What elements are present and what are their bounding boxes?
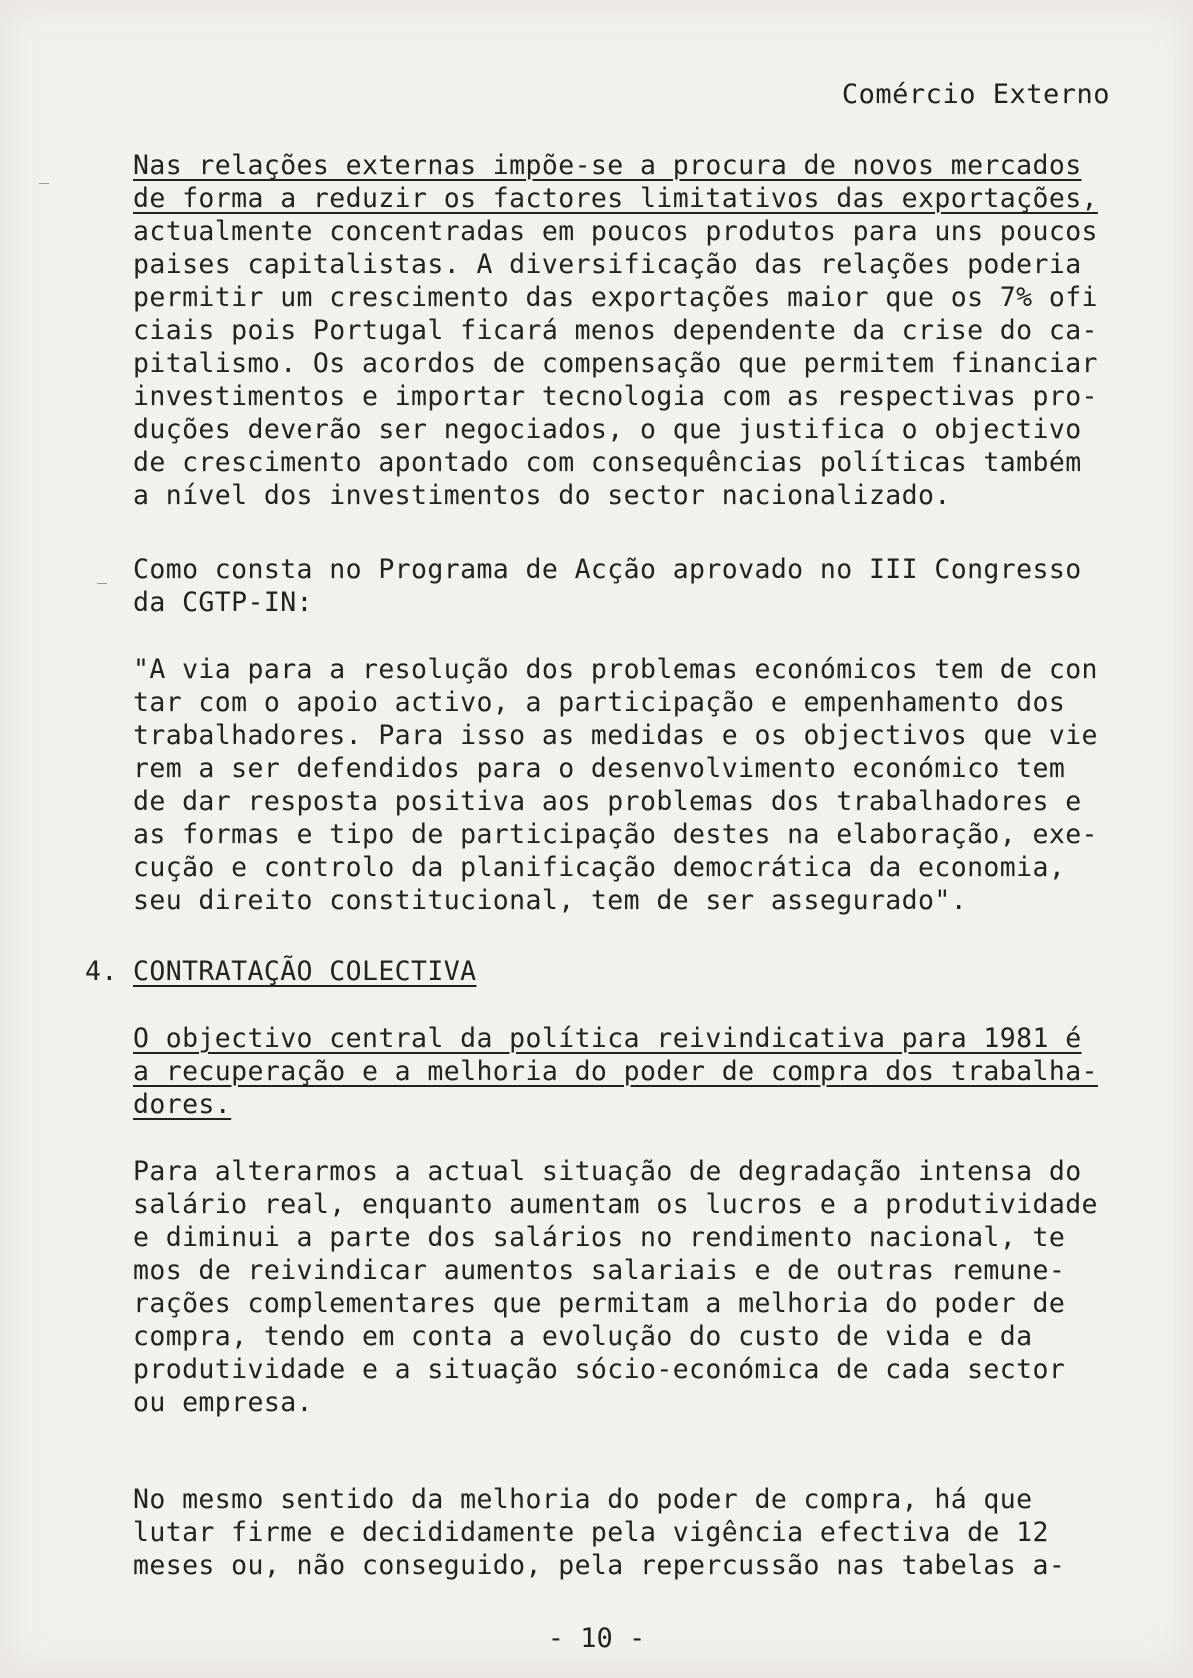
text-line: da CGTP-IN: [133,587,313,618]
text-line: cução e controlo da planificação democrática da economia, [133,852,1066,883]
text-line: a nível dos investimentos do sector nacionalizado. [133,480,951,511]
text-line: produtividade e a situação sócio-económica de cada sector [133,1354,1066,1385]
text-line: Como consta no Programa de Acção aprovado no III Congresso [133,554,1082,585]
scan-mark [39,183,49,184]
text-line: a recuperação e a melhoria do poder de compra dos trabalha- [133,1056,1098,1087]
text-line: duções deverão ser negociados, o que justifica o objectivo [133,414,1082,445]
text-line: ou empresa. [133,1387,313,1418]
scan-mark [97,583,107,584]
text-line: ciais pois Portugal ficará menos dependente da crise do ca- [133,315,1098,346]
text-line: No mesmo sentido da melhoria do poder de compra, há que [133,1484,1033,1515]
text-line: trabalhadores. Para isso as medidas e os objectivos que vie [133,720,1098,751]
page-number: - 10 - [547,1623,646,1654]
text-line: "A via para a resolução dos problemas económicos tem de con [133,654,1098,685]
text-line: investimentos e importar tecnologia com as respectivas pro- [133,381,1098,412]
text-line: lutar firme e decididamente pela vigência efectiva de 12 [133,1517,1049,1548]
document-page [5,5,1188,1668]
text-line: paises capitalistas. A diversificação das relações poderia [133,249,1082,280]
paragraph-objective [133,1022,1123,1121]
paragraph-purchasing-power [133,1483,1123,1582]
text-line: de dar resposta positiva aos problemas dos trabalhadores e [133,786,1082,817]
text-line: permitir um crescimento das exportações maior que os 7% ofi [133,282,1098,313]
text-line: Nas relações externas impõe-se a procura de novos mercados [133,150,1082,181]
section-number: 4. [85,956,118,987]
paragraph-programme [133,553,1123,619]
text-line: e diminui a parte dos salários no rendimento nacional, te [133,1222,1066,1253]
text-line: as formas e tipo de participação destes na elaboração, exe- [133,819,1098,850]
text-line: de forma a reduzir os factores limitativos das exportações, [133,183,1098,214]
text-line: de crescimento apontado com consequências políticas também [133,447,1082,478]
text-line: rem a ser defendidos para o desenvolvimento económico tem [133,753,1066,784]
text-line: pitalismo. Os acordos de compensação que permitem financiar [133,348,1098,379]
text-line: Para alterarmos a actual situação de degradação intensa do [133,1156,1082,1187]
text-line: tar com o apoio activo, a participação e empenhamento dos [133,687,1066,718]
section-heading [85,955,1075,988]
text-line: actualmente concentradas em poucos produtos para uns poucos [133,216,1098,247]
text-line: dores. [133,1089,232,1120]
quote-block [133,653,1123,917]
page-header: Comércio Externo [841,79,1110,110]
text-line: salário real, enquanto aumentam os lucros e a produtividade [133,1189,1098,1220]
paragraph-foreign-relations [133,149,1123,512]
text-line: O objectivo central da política reivindicativa para 1981 é [133,1023,1082,1054]
text-line: mos de reivindicar aumentos salariais e de outras remune- [133,1255,1066,1286]
text-line: seu direito constitucional, tem de ser assegurado". [133,885,968,916]
text-line: rações complementares que permitam a melhoria do poder de [133,1288,1066,1319]
text-line: compra, tendo em conta a evolução do custo de vida e da [133,1321,1033,1352]
section-title: CONTRATAÇÃO COLECTIVA [133,956,477,987]
paragraph-wages [133,1155,1123,1419]
text-line: meses ou, não conseguido, pela repercussão nas tabelas a- [133,1550,1066,1581]
